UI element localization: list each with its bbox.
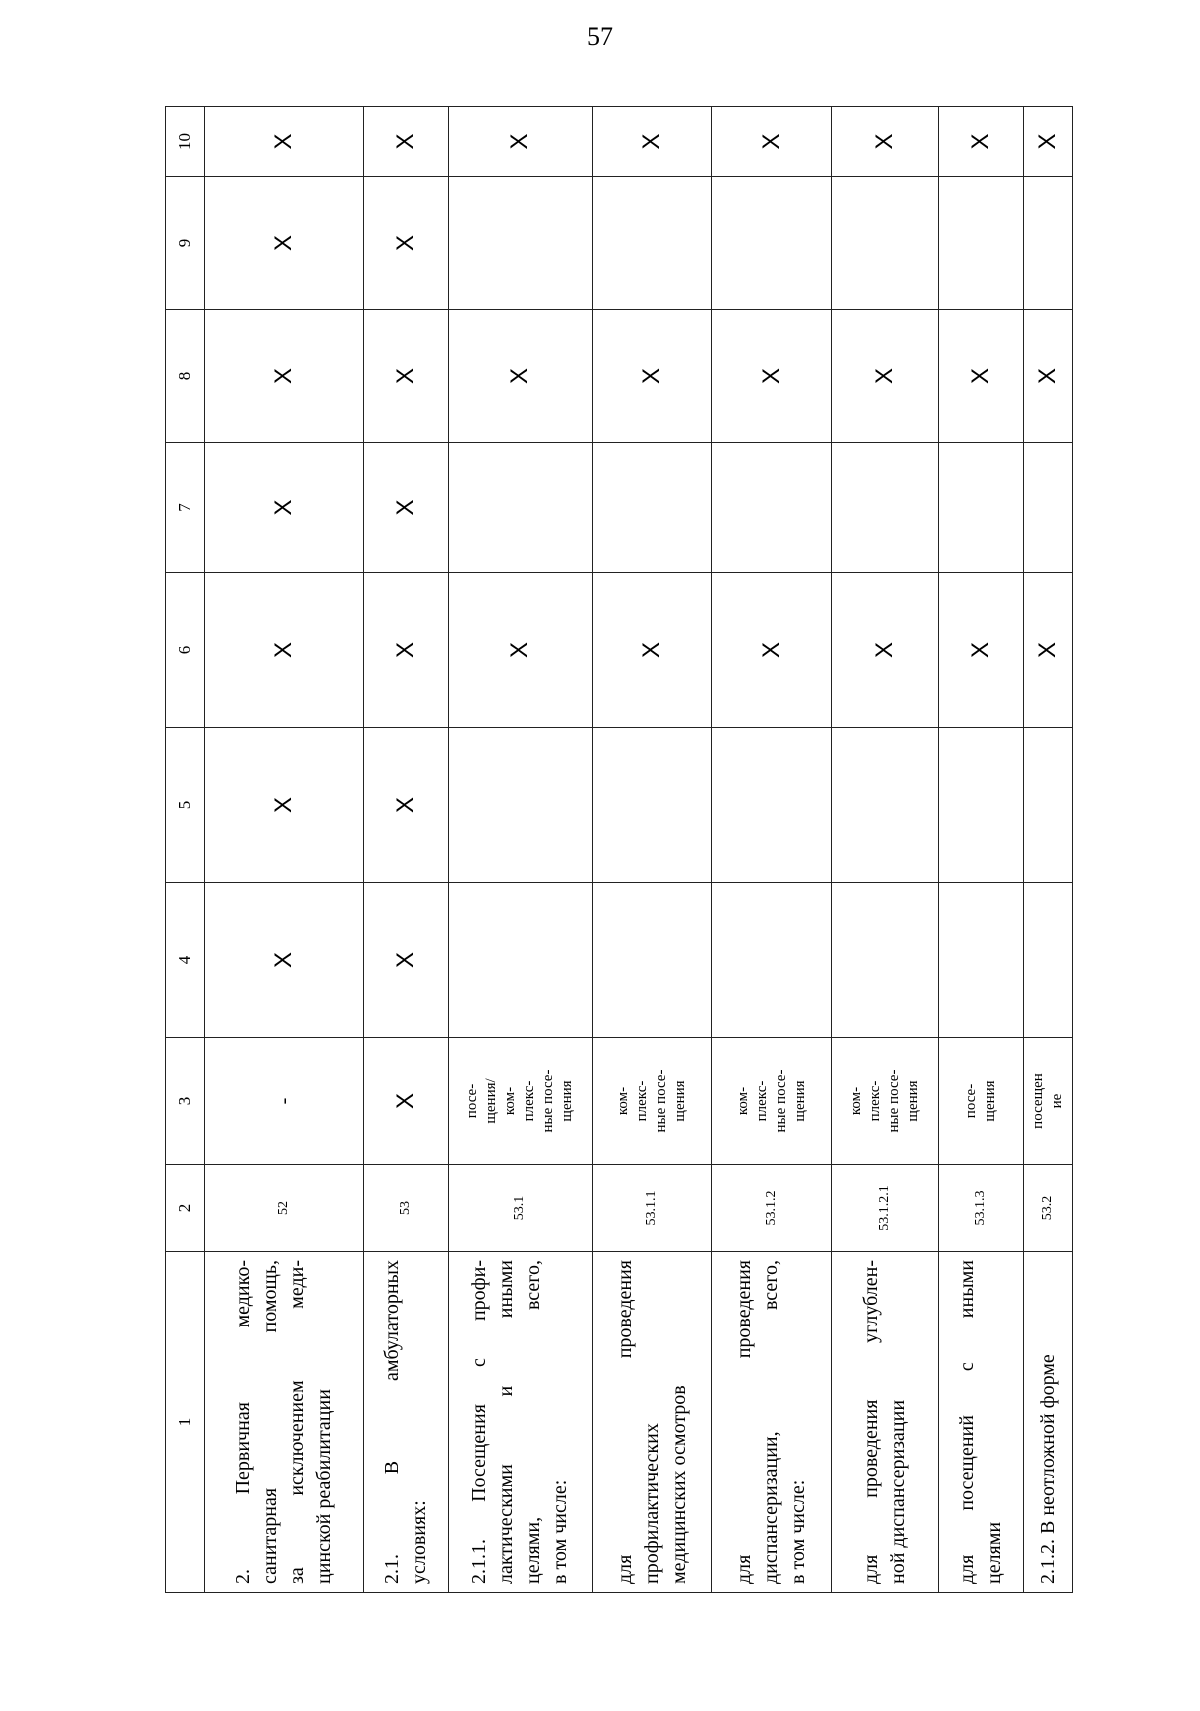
row-code: 53 — [364, 1165, 449, 1252]
unit-line: ком- — [502, 1086, 519, 1116]
unit-line: посещен — [1030, 1073, 1047, 1129]
value-cell: X — [364, 443, 449, 573]
description-line: для посещений с иными — [956, 1260, 979, 1584]
row-code: 53.1.2 — [712, 1165, 832, 1252]
header-cell: 5 — [166, 728, 205, 883]
row-description — [449, 1252, 592, 1593]
value-cell — [1024, 177, 1073, 310]
value-cell — [712, 728, 832, 883]
description-line: для проведения — [613, 1260, 636, 1584]
table-row — [712, 107, 832, 1593]
row-description — [1024, 1252, 1073, 1593]
header-cell: 1 — [166, 1252, 205, 1593]
value-cell — [449, 883, 592, 1038]
table-row — [204, 107, 364, 1593]
value-cell — [592, 883, 712, 1038]
unit-line: щения — [791, 1080, 808, 1122]
unit-line: плекс- — [867, 1080, 884, 1122]
unit-line: ком- — [734, 1086, 751, 1116]
value-cell — [449, 728, 592, 883]
unit-line: посе- — [963, 1083, 980, 1119]
header-cell: 4 — [166, 883, 205, 1038]
value-cell — [592, 728, 712, 883]
unit-line: - — [272, 1097, 295, 1105]
value-cell: X — [204, 573, 364, 728]
unit-line: посе- — [464, 1083, 481, 1119]
unit-line: плекс- — [521, 1080, 538, 1122]
row-description — [712, 1252, 832, 1593]
description-line: условиях: — [408, 1500, 431, 1584]
value-cell: X — [939, 573, 1024, 728]
description-line: целями — [983, 1521, 1006, 1584]
table-row — [449, 107, 592, 1593]
value-cell: X — [364, 310, 449, 443]
description-line: 2.1.1. Посещения с профи- — [468, 1260, 491, 1584]
unit-line: ные посе- — [653, 1069, 670, 1133]
unit-line: ные посе- — [540, 1069, 557, 1133]
row-code: 53.1 — [449, 1165, 592, 1252]
value-cell — [592, 443, 712, 573]
description-line: ной диспансеризации — [887, 1399, 910, 1584]
value-cell — [712, 883, 832, 1038]
row-unit — [204, 1038, 364, 1165]
header-cell: 3 — [166, 1038, 205, 1165]
description-line: в том числе: — [549, 1479, 572, 1584]
description-line: диспансеризации, всего, — [760, 1260, 783, 1584]
unit-line: ные посе- — [772, 1069, 789, 1133]
data-table — [165, 106, 1073, 1593]
description-line: 2.1. В амбулаторных — [381, 1260, 404, 1584]
value-cell: X — [939, 107, 1024, 177]
table-row — [939, 107, 1024, 1593]
unit-line: щения — [905, 1080, 922, 1122]
header-row — [166, 107, 205, 1593]
value-cell: X — [712, 573, 832, 728]
unit-line: щения — [672, 1080, 689, 1122]
value-cell — [939, 728, 1024, 883]
unit-line: плекс- — [634, 1080, 651, 1122]
value-cell: X — [592, 107, 712, 177]
value-cell: X — [592, 573, 712, 728]
description-line: цинской реабилитации — [313, 1389, 336, 1584]
value-cell: X — [364, 177, 449, 310]
value-cell — [832, 443, 939, 573]
table-body — [166, 107, 1073, 1593]
row-code: 53.1.3 — [939, 1165, 1024, 1252]
value-cell — [449, 443, 592, 573]
value-cell: X — [364, 728, 449, 883]
description-line: в том числе: — [787, 1479, 810, 1584]
row-description — [592, 1252, 712, 1593]
unit-line: ком- — [615, 1086, 632, 1116]
row-code: 53.1.1 — [592, 1165, 712, 1252]
value-cell: X — [204, 310, 364, 443]
description-line: 2.1.2. В неотложной форме — [1036, 1354, 1059, 1584]
value-cell: X — [364, 883, 449, 1038]
header-cell: 8 — [166, 310, 205, 443]
row-unit — [832, 1038, 939, 1165]
row-description — [939, 1252, 1024, 1593]
row-description — [364, 1252, 449, 1593]
value-cell: X — [364, 107, 449, 177]
description-line: лактическими и иными — [495, 1260, 518, 1584]
value-cell: X — [832, 107, 939, 177]
header-cell: 9 — [166, 177, 205, 310]
row-description — [832, 1252, 939, 1593]
value-cell: X — [1024, 107, 1073, 177]
value-cell — [592, 177, 712, 310]
rotated-table-container — [165, 107, 1073, 1593]
value-cell: X — [939, 310, 1024, 443]
unit-line: плекс- — [753, 1080, 770, 1122]
description-line: 2. Первичная медико- — [232, 1260, 255, 1584]
value-cell: X — [712, 310, 832, 443]
value-cell — [832, 883, 939, 1038]
row-unit — [939, 1038, 1024, 1165]
value-cell: X — [204, 728, 364, 883]
description-line: за исключением меди- — [286, 1260, 309, 1584]
value-cell: X — [204, 107, 364, 177]
table-row — [364, 107, 449, 1593]
description-line: медицинских осмотров — [667, 1385, 690, 1584]
value-cell: X — [1024, 573, 1073, 728]
value-cell: X — [449, 573, 592, 728]
row-code: 52 — [204, 1165, 364, 1252]
value-cell — [712, 443, 832, 573]
unit-line: ком- — [848, 1086, 865, 1116]
value-cell — [449, 177, 592, 310]
value-cell: X — [832, 310, 939, 443]
page-number: 57 — [587, 22, 613, 51]
description-line: профилактических — [640, 1423, 663, 1584]
header-cell: 7 — [166, 443, 205, 573]
row-unit — [364, 1038, 449, 1165]
value-cell — [1024, 443, 1073, 573]
table-row — [832, 107, 939, 1593]
table-row — [1024, 107, 1073, 1593]
row-unit — [712, 1038, 832, 1165]
table-row — [592, 107, 712, 1593]
value-cell: X — [712, 107, 832, 177]
value-cell — [1024, 728, 1073, 883]
unit-line: X — [392, 1093, 420, 1110]
row-unit — [1024, 1038, 1073, 1165]
value-cell: X — [1024, 310, 1073, 443]
value-cell: X — [204, 177, 364, 310]
header-cell: 10 — [166, 107, 205, 177]
value-cell: X — [832, 573, 939, 728]
value-cell — [1024, 883, 1073, 1038]
unit-line: щения — [982, 1080, 999, 1122]
value-cell: X — [449, 310, 592, 443]
unit-line: щения/ — [483, 1078, 500, 1124]
description-line: для проведения углублен- — [860, 1260, 883, 1584]
value-cell: X — [364, 573, 449, 728]
value-cell — [712, 177, 832, 310]
value-cell — [939, 883, 1024, 1038]
value-cell — [832, 177, 939, 310]
header-cell: 2 — [166, 1165, 205, 1252]
row-unit — [592, 1038, 712, 1165]
value-cell: X — [592, 310, 712, 443]
row-code: 53.2 — [1024, 1165, 1073, 1252]
description-line: целями, всего, — [522, 1260, 545, 1584]
value-cell — [939, 177, 1024, 310]
row-code: 53.1.2.1 — [832, 1165, 939, 1252]
description-line: санитарная помощь, — [259, 1260, 282, 1584]
header-cell: 6 — [166, 573, 205, 728]
value-cell — [939, 443, 1024, 573]
row-unit — [449, 1038, 592, 1165]
unit-line: щения — [559, 1080, 576, 1122]
value-cell — [832, 728, 939, 883]
unit-line: ные посе- — [886, 1069, 903, 1133]
value-cell: X — [204, 443, 364, 573]
description-line: для проведения — [733, 1260, 756, 1584]
value-cell: X — [204, 883, 364, 1038]
value-cell: X — [449, 107, 592, 177]
unit-line: ие — [1049, 1093, 1066, 1109]
row-description — [204, 1252, 364, 1593]
